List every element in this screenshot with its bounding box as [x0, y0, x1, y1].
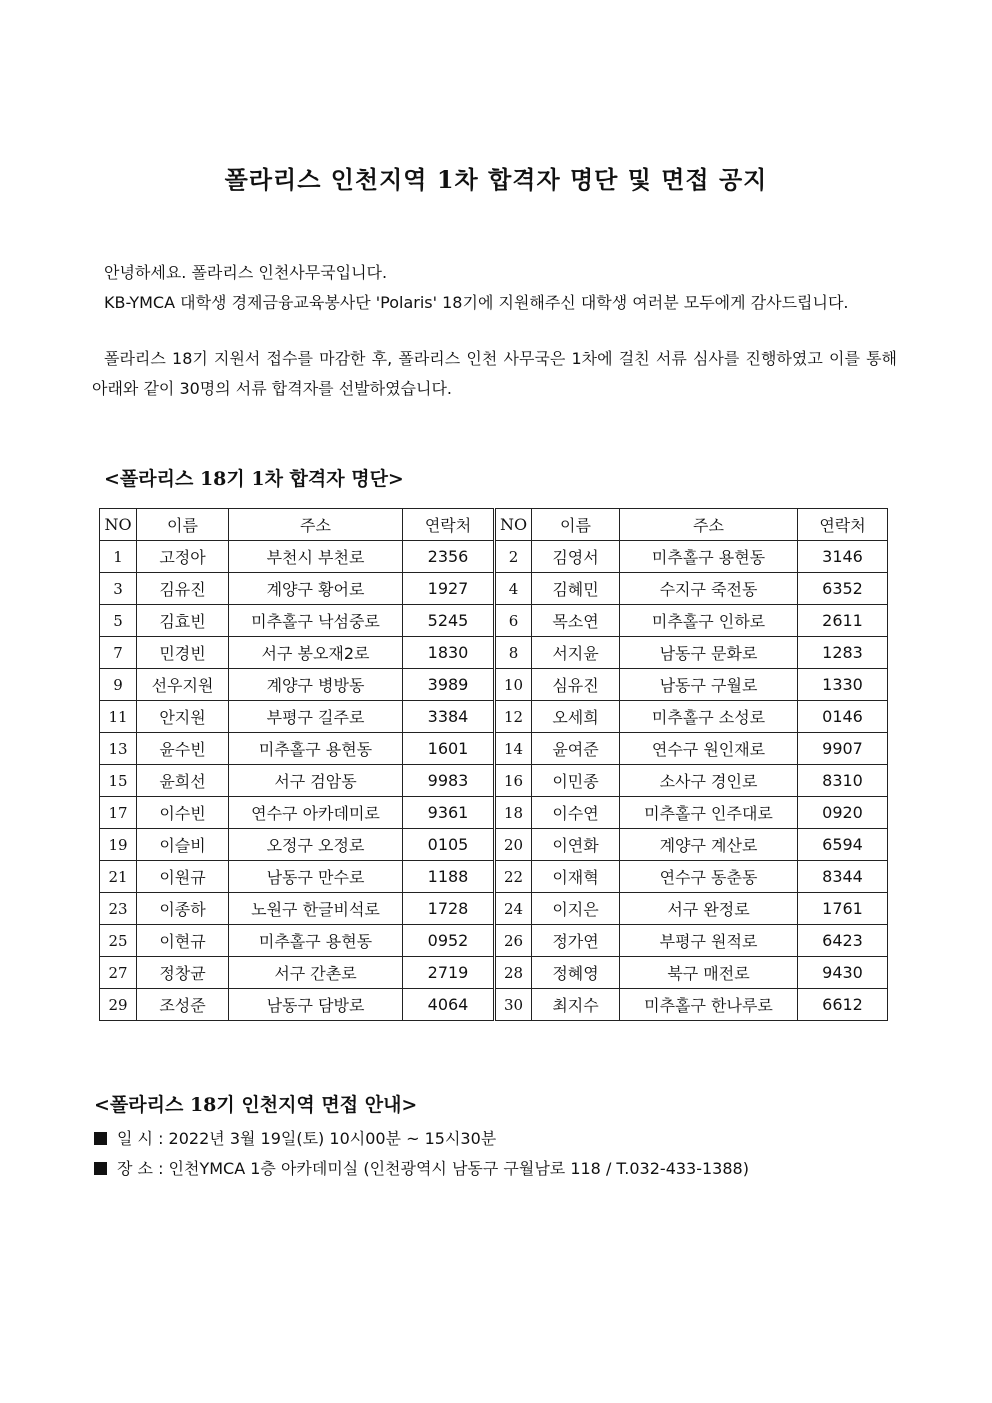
cell-address: 부평구 원적로 — [620, 925, 798, 957]
cell-name: 김혜민 — [532, 573, 620, 605]
cell-no: 3 — [100, 573, 137, 605]
cell-address: 서구 완정로 — [620, 893, 798, 925]
table-row — [100, 573, 888, 605]
black-square-icon — [94, 1132, 107, 1145]
table-row — [100, 957, 888, 989]
cell-no: 1 — [100, 541, 137, 573]
roster-title: <폴라리스 18기 1차 합격자 명단> — [104, 468, 404, 490]
cell-no: 29 — [100, 989, 137, 1021]
cell-name: 김영서 — [532, 541, 620, 573]
cell-address: 소사구 경인로 — [620, 765, 798, 797]
cell-contact: 0146 — [798, 701, 888, 733]
table-row — [100, 861, 888, 893]
cell-contact: 0105 — [403, 829, 495, 861]
cell-address: 미추홀구 용현동 — [229, 925, 403, 957]
cell-address: 부천시 부천로 — [229, 541, 403, 573]
cell-contact: 8310 — [798, 765, 888, 797]
cell-contact: 1927 — [403, 573, 495, 605]
cell-address: 미추홀구 소성로 — [620, 701, 798, 733]
interview-place — [94, 1156, 749, 1179]
cell-address: 계양구 병방동 — [229, 669, 403, 701]
cell-name: 서지윤 — [532, 637, 620, 669]
cell-name: 윤여준 — [532, 733, 620, 765]
cell-address: 서구 검암동 — [229, 765, 403, 797]
cell-address: 남동구 만수로 — [229, 861, 403, 893]
cell-no: 22 — [495, 861, 532, 893]
interview-date — [94, 1126, 496, 1149]
cell-contact: 3146 — [798, 541, 888, 573]
cell-no: 14 — [495, 733, 532, 765]
cell-contact: 6594 — [798, 829, 888, 861]
interview-title: <폴라리스 18기 인천지역 면접 안내> — [94, 1094, 418, 1116]
cell-no: 12 — [495, 701, 532, 733]
header-contact: 연락처 — [403, 509, 495, 541]
header-no: NO — [100, 509, 137, 541]
cell-address: 오정구 오정로 — [229, 829, 403, 861]
cell-name: 이슬비 — [137, 829, 229, 861]
cell-name: 최지수 — [532, 989, 620, 1021]
cell-contact: 1761 — [798, 893, 888, 925]
cell-no: 28 — [495, 957, 532, 989]
cell-address: 노원구 한글비석로 — [229, 893, 403, 925]
cell-contact: 9983 — [403, 765, 495, 797]
header-address: 주소 — [229, 509, 403, 541]
cell-address: 미추홀구 한나루로 — [620, 989, 798, 1021]
table-row — [100, 701, 888, 733]
selection-text: 폴라리스 18기 지원서 접수를 마감한 후, 폴라리스 인천 사무국은 1차에 걸친 서류 심사를 진행하였고 이를 통해 아래와 같이 30명의 서류 합격자를 선발하였습니다. — [92, 349, 897, 398]
cell-no: 20 — [495, 829, 532, 861]
table-row — [100, 893, 888, 925]
cell-no: 7 — [100, 637, 137, 669]
cell-name: 선우지원 — [137, 669, 229, 701]
cell-no: 9 — [100, 669, 137, 701]
paragraph-gap — [92, 318, 897, 344]
greeting-text: 안녕하세요. 폴라리스 인천사무국입니다. — [104, 263, 388, 282]
cell-name: 김효빈 — [137, 605, 229, 637]
cell-address: 연수구 아카데미로 — [229, 797, 403, 829]
cell-name: 이원규 — [137, 861, 229, 893]
cell-contact: 0952 — [403, 925, 495, 957]
table-row — [100, 541, 888, 573]
cell-no: 21 — [100, 861, 137, 893]
cell-address: 부평구 길주로 — [229, 701, 403, 733]
cell-name: 이종하 — [137, 893, 229, 925]
table-row — [100, 669, 888, 701]
cell-name: 심유진 — [532, 669, 620, 701]
cell-address: 미추홀구 인하로 — [620, 605, 798, 637]
interview-date-text: 일 시 : 2022년 3월 19일(토) 10시00분 ~ 15시30분 — [117, 1129, 497, 1148]
cell-address: 미추홀구 용현동 — [229, 733, 403, 765]
cell-name: 정창균 — [137, 957, 229, 989]
cell-contact: 1283 — [798, 637, 888, 669]
cell-address: 북구 매전로 — [620, 957, 798, 989]
roster-table — [99, 508, 888, 1021]
page-title: 폴라리스 인천지역 1차 합격자 명단 및 면접 공지 — [224, 165, 768, 194]
cell-address: 수지구 죽전동 — [620, 573, 798, 605]
cell-name: 이수연 — [532, 797, 620, 829]
cell-address: 남동구 문화로 — [620, 637, 798, 669]
cell-contact: 2356 — [403, 541, 495, 573]
cell-name: 고정아 — [137, 541, 229, 573]
cell-name: 목소연 — [532, 605, 620, 637]
cell-name: 이민종 — [532, 765, 620, 797]
header-address: 주소 — [620, 509, 798, 541]
cell-no: 19 — [100, 829, 137, 861]
cell-contact: 1188 — [403, 861, 495, 893]
cell-no: 26 — [495, 925, 532, 957]
cell-address: 계양구 황어로 — [229, 573, 403, 605]
cell-name: 이재혁 — [532, 861, 620, 893]
cell-address: 미추홀구 낙섬중로 — [229, 605, 403, 637]
cell-contact: 9907 — [798, 733, 888, 765]
header-no: NO — [495, 509, 532, 541]
cell-contact: 5245 — [403, 605, 495, 637]
cell-name: 정가연 — [532, 925, 620, 957]
cell-no: 2 — [495, 541, 532, 573]
table-row — [100, 797, 888, 829]
cell-contact: 3384 — [403, 701, 495, 733]
cell-address: 미추홀구 인주대로 — [620, 797, 798, 829]
cell-contact: 6352 — [798, 573, 888, 605]
cell-no: 11 — [100, 701, 137, 733]
cell-name: 이수빈 — [137, 797, 229, 829]
cell-name: 이연화 — [532, 829, 620, 861]
cell-no: 18 — [495, 797, 532, 829]
cell-address: 미추홀구 용현동 — [620, 541, 798, 573]
cell-contact: 6423 — [798, 925, 888, 957]
interview-place-text: 장 소 : 인천YMCA 1층 아카데미실 (인천광역시 남동구 구월남로 118 / T.032-433-1388) — [117, 1159, 749, 1178]
table-header-row — [100, 509, 888, 541]
cell-contact: 1330 — [798, 669, 888, 701]
cell-contact: 4064 — [403, 989, 495, 1021]
header-name: 이름 — [532, 509, 620, 541]
cell-no: 4 — [495, 573, 532, 605]
cell-no: 15 — [100, 765, 137, 797]
cell-address: 남동구 담방로 — [229, 989, 403, 1021]
cell-contact: 8344 — [798, 861, 888, 893]
cell-no: 24 — [495, 893, 532, 925]
cell-no: 8 — [495, 637, 532, 669]
cell-address: 서구 봉오재2로 — [229, 637, 403, 669]
cell-address: 계양구 계산로 — [620, 829, 798, 861]
intro-section — [92, 258, 897, 404]
cell-contact: 6612 — [798, 989, 888, 1021]
cell-address: 서구 간촌로 — [229, 957, 403, 989]
cell-name: 오세희 — [532, 701, 620, 733]
cell-contact: 2719 — [403, 957, 495, 989]
thanks-text: KB-YMCA 대학생 경제금융교육봉사단 'Polaris' 18기에 지원해주신 대학생 여러분 모두에게 감사드립니다. — [104, 293, 849, 312]
table-row — [100, 989, 888, 1021]
table-row — [100, 925, 888, 957]
cell-no: 13 — [100, 733, 137, 765]
cell-contact: 9361 — [403, 797, 495, 829]
cell-no: 10 — [495, 669, 532, 701]
cell-name: 조성준 — [137, 989, 229, 1021]
cell-no: 5 — [100, 605, 137, 637]
header-name: 이름 — [137, 509, 229, 541]
cell-name: 이지은 — [532, 893, 620, 925]
cell-name: 이현규 — [137, 925, 229, 957]
cell-contact: 2611 — [798, 605, 888, 637]
table-row — [100, 829, 888, 861]
cell-no: 23 — [100, 893, 137, 925]
table-row — [100, 637, 888, 669]
table-row — [100, 733, 888, 765]
cell-no: 6 — [495, 605, 532, 637]
cell-contact: 3989 — [403, 669, 495, 701]
cell-name: 김유진 — [137, 573, 229, 605]
table-body — [100, 541, 888, 1021]
cell-name: 안지원 — [137, 701, 229, 733]
cell-contact: 1601 — [403, 733, 495, 765]
cell-name: 윤수빈 — [137, 733, 229, 765]
cell-contact: 1830 — [403, 637, 495, 669]
black-square-icon — [94, 1162, 107, 1175]
header-contact: 연락처 — [798, 509, 888, 541]
cell-no: 17 — [100, 797, 137, 829]
cell-no: 16 — [495, 765, 532, 797]
cell-no: 27 — [100, 957, 137, 989]
cell-address: 연수구 원인재로 — [620, 733, 798, 765]
cell-name: 민경빈 — [137, 637, 229, 669]
cell-contact: 1728 — [403, 893, 495, 925]
cell-address: 남동구 구월로 — [620, 669, 798, 701]
cell-name: 정혜영 — [532, 957, 620, 989]
cell-no: 25 — [100, 925, 137, 957]
cell-contact: 9430 — [798, 957, 888, 989]
cell-address: 연수구 동춘동 — [620, 861, 798, 893]
cell-name: 윤희선 — [137, 765, 229, 797]
table-row — [100, 765, 888, 797]
table-row — [100, 605, 888, 637]
cell-contact: 0920 — [798, 797, 888, 829]
cell-no: 30 — [495, 989, 532, 1021]
